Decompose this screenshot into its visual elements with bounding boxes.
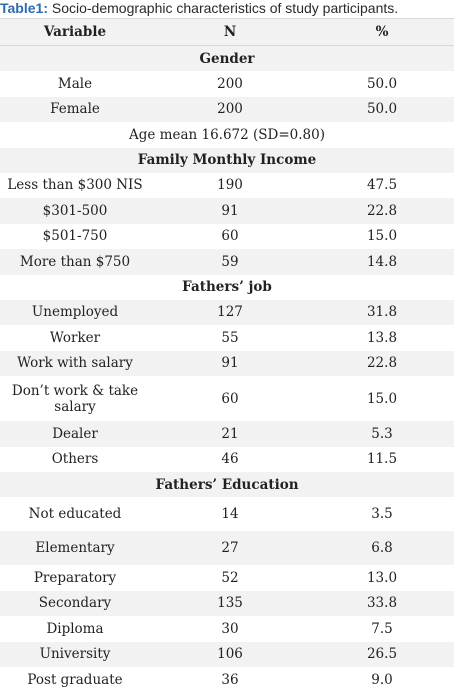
age-note-row	[0, 122, 454, 148]
table-row	[0, 591, 454, 617]
row-percent: 47.5	[366, 177, 398, 194]
section-title: Fathers’ job	[182, 279, 272, 295]
row-variable: Work with salary	[17, 355, 133, 372]
row-variable: Unemployed	[31, 304, 119, 321]
row-percent: 14.8	[366, 253, 398, 270]
table-row	[0, 565, 454, 591]
row-n: 200	[217, 75, 243, 92]
table-row	[0, 497, 454, 531]
row-percent: 22.8	[366, 202, 398, 219]
row-variable: Male	[57, 75, 93, 92]
table-row	[0, 97, 454, 123]
row-percent: 15.0	[366, 228, 398, 245]
row-percent: 3.5	[371, 506, 393, 522]
row-percent: 9.0	[371, 671, 393, 688]
row-n: 106	[217, 646, 243, 663]
row-percent: 13.0	[366, 569, 398, 586]
age-note: Age mean 16.672 (SD=0.80)	[128, 126, 325, 143]
table-row	[0, 249, 454, 275]
table-caption-label: Table1:	[0, 0, 48, 16]
table-row	[0, 667, 454, 693]
table-header-row	[0, 18, 454, 46]
table-caption-text: Socio-demographic characteristics of study participants.	[47, 0, 399, 16]
table-row	[0, 71, 454, 97]
table-row	[0, 421, 454, 447]
row-variable: Diploma	[46, 620, 104, 637]
table-row	[0, 325, 454, 351]
table-row	[0, 224, 454, 250]
row-n: 127	[217, 304, 243, 321]
row-n: 52	[221, 569, 239, 586]
demographics-table	[0, 18, 454, 693]
row-n: 46	[221, 451, 239, 468]
row-percent: 31.8	[366, 304, 398, 321]
section-job	[0, 275, 454, 300]
row-percent: 11.5	[366, 451, 398, 468]
row-variable: Preparatory	[33, 569, 117, 586]
row-n: 60	[221, 390, 239, 407]
header-n: N	[223, 24, 237, 40]
row-n: 30	[221, 620, 239, 637]
row-n: 190	[217, 177, 243, 194]
row-variable: Not educated	[28, 506, 122, 522]
row-variable: Elementary	[35, 540, 115, 556]
table-row	[0, 616, 454, 642]
row-variable: Others	[51, 451, 99, 468]
row-n: 36	[221, 671, 239, 688]
table-row	[0, 642, 454, 668]
section-title: Family Monthly Income	[137, 152, 317, 168]
table-row	[0, 351, 454, 377]
row-n: 60	[221, 228, 239, 245]
row-percent: 50.0	[366, 75, 398, 92]
row-n: 59	[221, 253, 239, 270]
row-n: 91	[221, 202, 239, 219]
section-gender	[0, 46, 454, 71]
row-variable: Female	[50, 101, 100, 118]
table-caption	[0, 0, 454, 18]
row-n: 91	[221, 355, 239, 372]
row-percent: 5.3	[371, 425, 393, 442]
table-row	[0, 447, 454, 473]
row-variable: More than $750	[19, 253, 131, 270]
row-variable: Post graduate	[27, 671, 123, 688]
section-education	[0, 472, 454, 497]
row-variable: Dealer	[52, 425, 98, 442]
table-row	[0, 531, 454, 565]
row-n: 27	[221, 540, 239, 556]
row-n: 21	[221, 425, 239, 442]
section-title: Gender	[199, 50, 255, 67]
table-row	[0, 173, 454, 199]
table-row	[0, 300, 454, 326]
row-percent: 26.5	[366, 646, 398, 663]
row-variable: Less than $300 NIS	[7, 177, 143, 194]
row-n: 135	[217, 595, 243, 612]
row-percent: 50.0	[366, 101, 398, 118]
table-row	[0, 198, 454, 224]
section-title: Fathers’ Education	[155, 476, 299, 493]
row-n: 14	[221, 506, 239, 522]
row-n: 55	[221, 329, 239, 346]
row-variable: Secondary	[38, 595, 112, 612]
header-percent: %	[375, 24, 389, 40]
row-variable: $301-500	[42, 202, 108, 219]
row-variable: University	[39, 646, 111, 663]
section-income	[0, 148, 454, 173]
row-n: 200	[217, 101, 243, 118]
header-variable: Variable	[43, 24, 107, 40]
row-percent: 15.0	[366, 390, 398, 407]
row-percent: 6.8	[371, 540, 393, 556]
row-percent: 7.5	[371, 620, 393, 637]
row-percent: 22.8	[366, 355, 398, 372]
row-percent: 13.8	[366, 329, 398, 346]
row-variable: Worker	[49, 329, 101, 346]
table-row	[0, 376, 454, 421]
row-variable: Don’t work & take salary	[11, 382, 139, 415]
row-variable: $501-750	[42, 228, 108, 245]
row-percent: 33.8	[366, 595, 398, 612]
